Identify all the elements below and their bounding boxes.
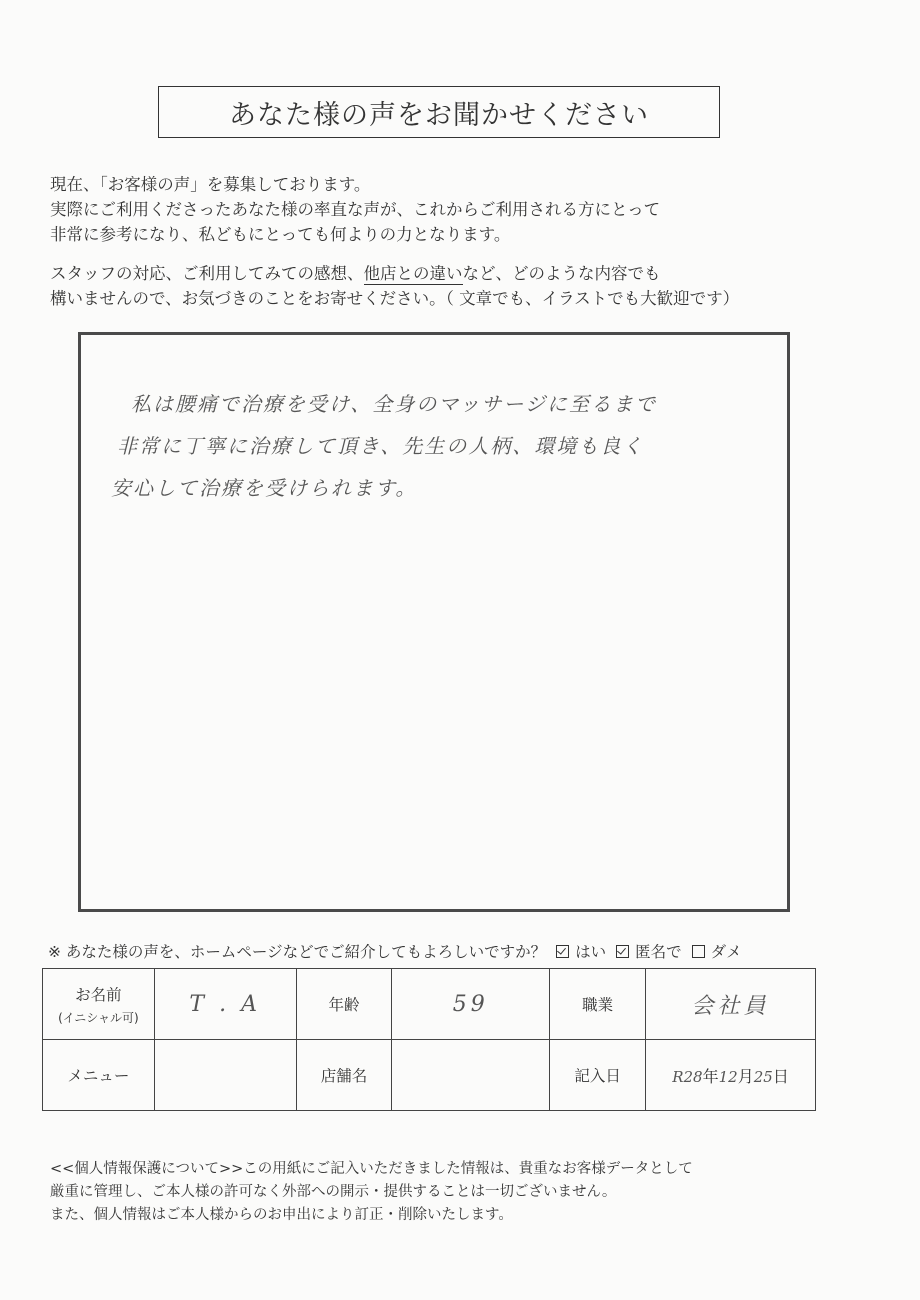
intro-line-4-post: など、どのような内容でも: [462, 264, 661, 283]
name-value-cell: [154, 969, 296, 1040]
privacy-notice: [50, 1158, 870, 1227]
date-era: R: [672, 1067, 684, 1086]
consent-option-yes: はい: [575, 943, 607, 961]
job-label-cell: [550, 969, 646, 1040]
consent-option-anonymous: 匿名で: [635, 943, 682, 961]
table-row: [43, 969, 816, 1040]
comment-line-3: 安心して治療を受けられます。: [111, 476, 418, 500]
menu-value-cell: [154, 1040, 296, 1111]
intro-line-4-pre: スタッフの対応、ご利用してみての感想、: [50, 264, 364, 283]
date-day: 25: [753, 1067, 773, 1086]
store-label-cell: [296, 1040, 392, 1111]
job-value: 会社員: [691, 993, 770, 1019]
intro-underlined-text: 他店との違い: [363, 264, 463, 283]
date-year: 28: [683, 1067, 703, 1086]
privacy-line-3: また、個人情報はご本人様からのお申出により訂正・削除いたします。: [50, 1207, 513, 1223]
menu-label-cell: [43, 1040, 155, 1111]
job-value-cell: [646, 969, 816, 1040]
info-table: [42, 968, 816, 1111]
checkbox-yes-checked-icon: [556, 945, 569, 958]
privacy-line-2: 厳重に管理し、ご本人様の許可なく外部への開示・提供することは一切ございません。: [50, 1184, 617, 1200]
comment-line-1: 私は腰痛で治療を受け、全身のマッサージに至るまで: [131, 392, 657, 416]
intro-line-4: [50, 261, 850, 286]
store-label: 店舗名: [320, 1067, 368, 1085]
age-label-cell: [296, 969, 392, 1040]
date-label-cell: [550, 1040, 646, 1111]
consent-question-row: [48, 940, 742, 962]
date-label: 記入日: [574, 1067, 621, 1085]
privacy-line-1: <<個人情報保護について>>この用紙にご記入いただきました情報は、貴重なお客様データとして: [50, 1161, 693, 1177]
date-month: 12: [718, 1067, 738, 1086]
name-label: お名前: [75, 985, 122, 1004]
age-value-cell: [392, 969, 550, 1040]
comment-box: [78, 332, 790, 912]
age-label: 年齢: [328, 996, 360, 1014]
consent-option-no: ダメ: [710, 943, 742, 961]
comment-line-2: 非常に丁寧に治療して頂き、先生の人柄、環境も良く: [117, 434, 645, 458]
job-label: 職業: [582, 996, 614, 1014]
age-value: 59: [452, 991, 489, 1017]
consent-question: ※ あなた様の声を、ホームページなどでご紹介してもよろしいですか？: [48, 943, 547, 961]
name-sublabel: (イニシャル可): [58, 1010, 139, 1025]
intro-line-3: 非常に参考になり、私どもにとっても何よりの力となります。: [50, 225, 511, 244]
handwritten-comment: [111, 383, 771, 509]
date-month-suffix: 月: [737, 1066, 754, 1086]
store-value-cell: [392, 1040, 550, 1111]
form-title-box: [158, 86, 720, 138]
intro-text: [50, 172, 850, 311]
form-title: あなた様の声をお聞かせください: [229, 99, 649, 131]
intro-line-1: 現在、「お客様の声」を募集しております。: [50, 175, 371, 194]
intro-line-5: 構いませんので、お気づきのことをお寄せください。（ 文章でも、イラストでも大歓迎です）: [50, 289, 740, 308]
intro-line-2: 実際にご利用くださったあなた様の率直な声が、これからご利用される方にとって: [50, 200, 661, 219]
date-value-cell: [646, 1040, 816, 1111]
checkbox-anonymous-checked-icon: [616, 945, 629, 958]
name-value: T . A: [189, 991, 261, 1017]
name-label-cell: [43, 969, 155, 1040]
date-day-suffix: 日: [772, 1066, 789, 1086]
checkbox-no-icon: [692, 945, 705, 958]
date-year-suffix: 年: [702, 1066, 719, 1086]
date-value: [672, 1067, 789, 1086]
table-row: [43, 1040, 816, 1111]
menu-label: メニュー: [67, 1067, 130, 1085]
